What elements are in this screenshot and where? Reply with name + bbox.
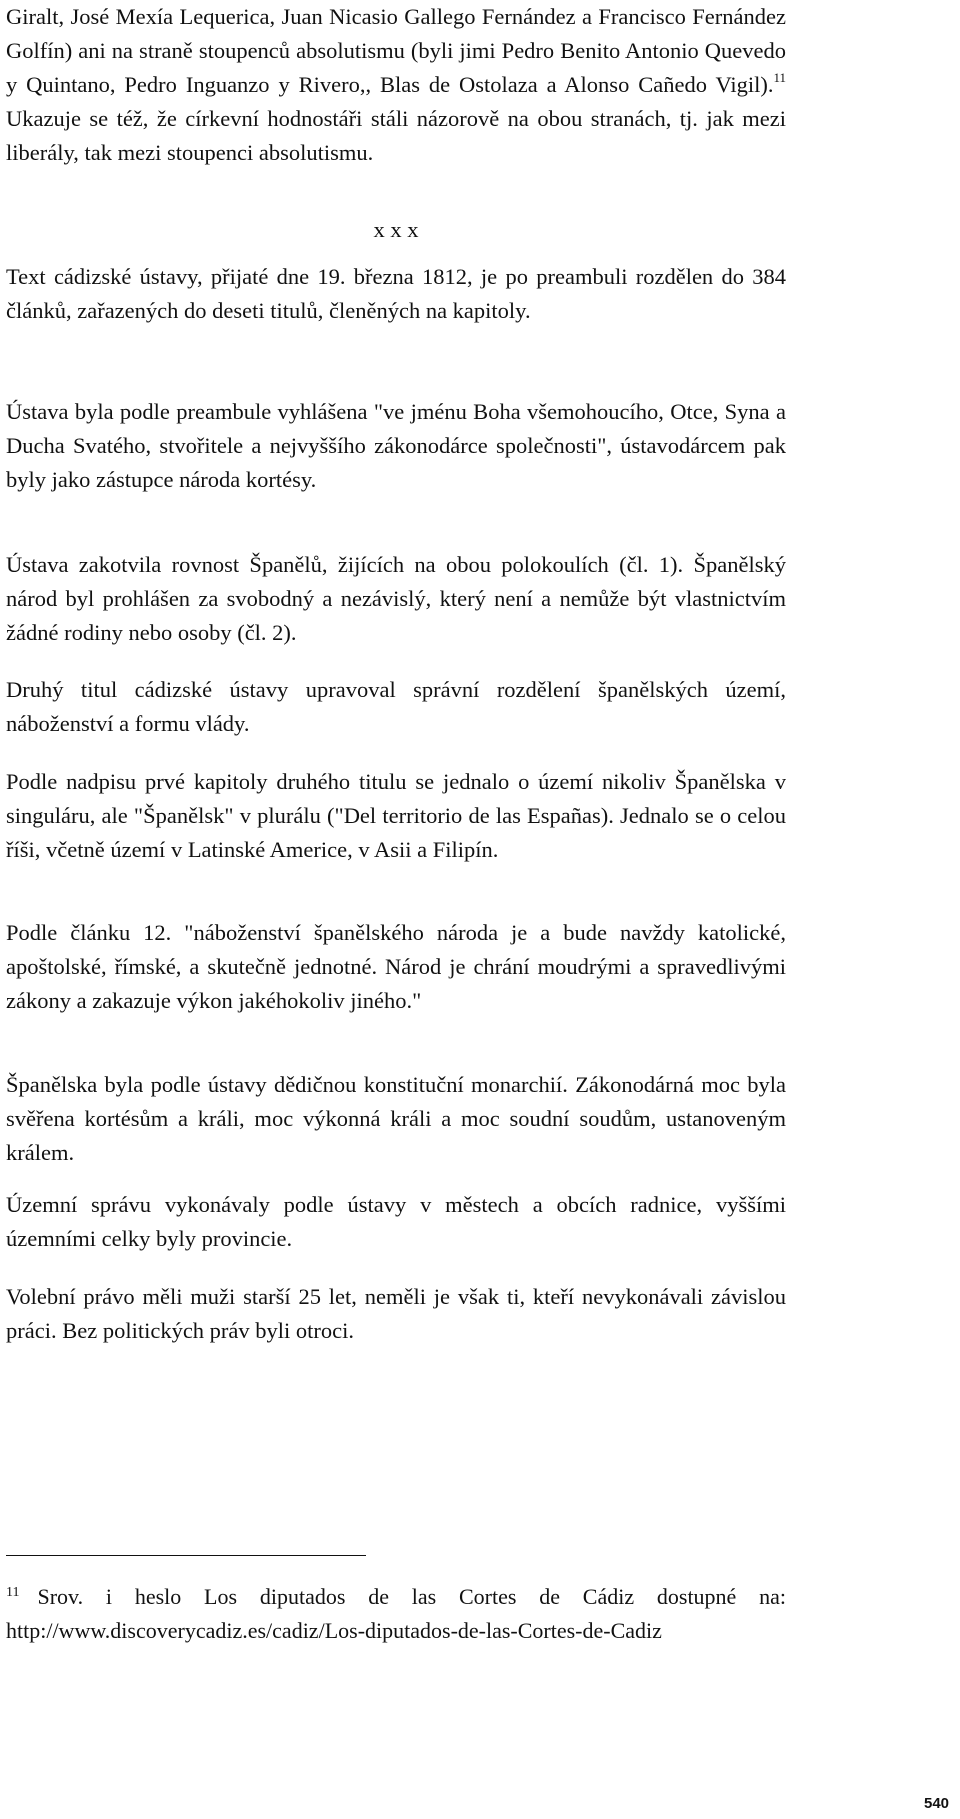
intro-text-continued: Ukazuje se též, že církevní hodnostáři stáli názorově na obou stranách, tj. jak mezi liberály, tak mezi stoupenci absolutismu. [6, 106, 786, 165]
paragraph-preamble: Ústava byla podle preambule vyhlášena "ve jménu Boha všemohoucího, Otce, Syna a Ducha Svatého, stvořitele a nejvyššího zákonodárce společnosti", ústavodárcem pak byly jako zástupce národa kortésy. [6, 399, 786, 492]
section-separator: x x x [373, 217, 419, 242]
paragraph-administration: Územní správu vykonávaly podle ústavy v městech a obcích radnice, vyššími územními celky byly provincie. [6, 1192, 786, 1251]
intro-text: Giralt, José Mexía Lequerica, Juan Nicasio Gallego Fernández a Francisco Fernández Golfín) ani na straně stoupenců absolutismu (byli jimi Pedro Benito Antonio Quevedo y Quintano, Pedro Inguanzo y Rivero,, Blas de Ostolaza a Alonso Cañedo Vigil). [6, 4, 786, 97]
footnote [6, 1580, 786, 1648]
paragraph-equality: Ústava zakotvila rovnost Španělů, žijících na obou polokoulích (čl. 1). Španělský národ byl prohlášen za svobodný a nezávislý, který není a nemůže být vlastnictvím žádné rodiny nebo osoby (čl. 2). [6, 552, 786, 645]
footnote-text: Srov. i heslo Los diputados de las Cortes de Cádiz dostupné na: http://www.discoverycadiz.es/cadiz/Los-diputados-de-las-Cortes-de-Cadiz [6, 1584, 786, 1643]
page-number: 540 [924, 1795, 950, 1812]
paragraph-second-title: Druhý titul cádizské ústavy upravoval správní rozdělení španělských území, náboženství a formu vlády. [6, 677, 786, 736]
paragraph-monarchy: Španělska byla podle ústavy dědičnou konstituční monarchií. Zákonodárná moc byla svěřena kortésům a králi, moc výkonná králi a moc soudní soudům, ustanoveným králem. [6, 1072, 786, 1165]
paragraph-constitution-structure: Text cádizské ústavy, přijaté dne 19. března 1812, je po preambuli rozdělen do 384 článků, zařazených do deseti titulů, členěných na kapitoly. [6, 264, 786, 323]
intro-paragraph [6, 0, 786, 170]
paragraph-religion: Podle článku 12. "náboženství španělského národa je a bude navždy katolické, apoštolské, římské, a skutečně jednotné. Národ je chrání moudrými a spravedlivými zákony a zakazuje výkon jakéhokoliv jiného." [6, 920, 786, 1013]
paragraph-territory: Podle nadpisu prvé kapitoly druhého titulu se jednalo o území nikoliv Španělska v singuláru, ale "Španělsk" v plurálu ("Del territorio de las Españas). Jednalo se o celou říši, včetně území v Latinské Americe, v Asii a Filipín. [6, 769, 786, 862]
footnote-reference[interactable]: 11 [773, 69, 786, 85]
footnote-divider [6, 1555, 366, 1556]
footnote-number: 11 [6, 1584, 20, 1600]
paragraph-suffrage: Volební právo měli muži starší 25 let, neměli je však ti, kteří nevykonávali závislou práci. Bez politických práv byli otroci. [6, 1284, 786, 1343]
